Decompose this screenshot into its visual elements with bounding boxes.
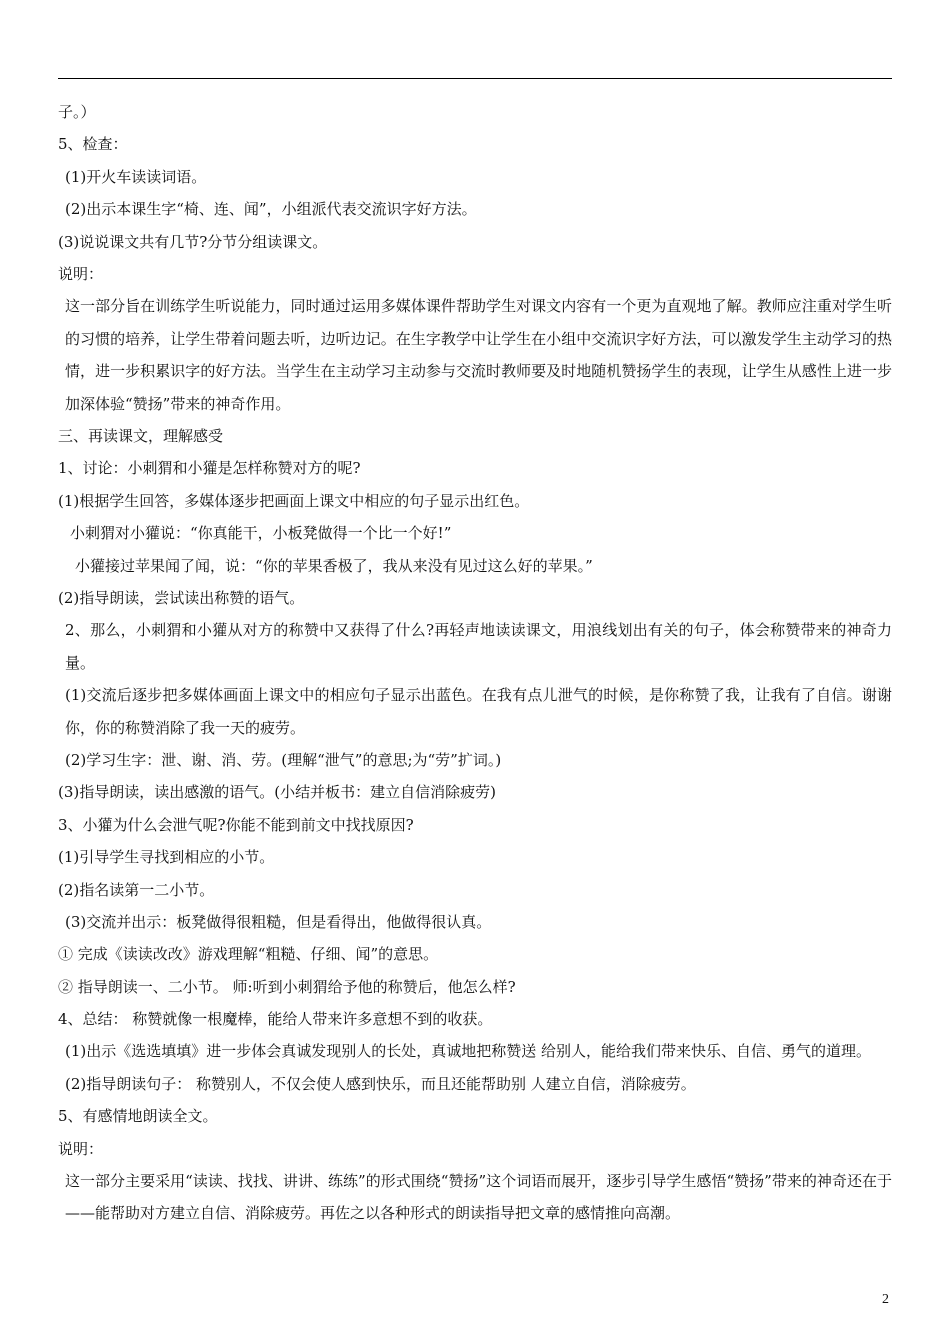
text-paragraph: (1)交流后逐步把多媒体画面上课文中的相应句子显示出蓝色。在我有点儿泄气的时候，是你称赞了我，让我有了自信。谢谢你，你的称赞消除了我一天的疲劳。: [65, 686, 892, 737]
header-rule: [58, 78, 892, 79]
section-heading: 三、再读课文，理解感受: [58, 426, 224, 445]
text-line: (2)指导朗读句子： 称赞别人，不仅会使人感到快乐，而且还能帮助别 人建立自信，消除疲劳。: [65, 1074, 696, 1093]
text-line: (2)指名读第一二小节。: [58, 880, 215, 899]
note-label: 说明：: [58, 1139, 104, 1158]
text-line: 子。）: [58, 103, 96, 121]
document-body: [58, 96, 892, 1230]
step-heading: 1、讨论：小刺猬和小獾是怎样称赞对方的呢?: [58, 459, 361, 478]
text-line: (1)引导学生寻找到相应的小节。: [58, 848, 275, 867]
text-line: (1)根据学生回答，多媒体逐步把画面上课文中相应的句子显示出红色。: [58, 491, 530, 510]
page-number: 2: [882, 1292, 889, 1307]
text-line: (2)学习生字：泄、谢、消、劳。(理解“泄气”的意思;为“劳”扩词。): [65, 750, 502, 769]
step-heading: 5、有感情地朗读全文。: [58, 1107, 218, 1126]
step-paragraph: 2、那么，小刺猬和小獾从对方的称赞中又获得了什么?再轻声地读读课文，用浪线划出有关的句子，体会称赞带来的神奇力量。: [65, 621, 892, 672]
text-line: (1)开火车读读词语。: [65, 167, 207, 186]
text-paragraph: (1)出示《选选填填》进一步体会真诚发现别人的长处，真诚地把称赞送 给别人，能给我们带来快乐、自信、勇气的道理。: [65, 1042, 872, 1061]
note-label: 说明：: [58, 264, 104, 283]
quote-line: 小獾接过苹果闻了闻，说：“你的苹果香极了，我从来没有见过这么好的苹果。”: [75, 556, 593, 575]
text-line: (3)交流并出示：板凳做得很粗糙，但是看得出，他做得很认真。: [65, 912, 492, 931]
text-line: (2)指导朗读，尝试读出称赞的语气。: [58, 588, 305, 607]
text-line: (2)出示本课生字“椅、连、闻”，小组派代表交流识字好方法。: [65, 200, 477, 219]
step-heading: 3、小獾为什么会泄气呢?你能不能到前文中找找原因?: [58, 815, 414, 834]
text-line: ② 指导朗读一、二小节。 师:听到小刺猬给予他的称赞后，他怎么样?: [58, 977, 516, 996]
quote-line: 小刺猬对小獾说：“你真能干，小板凳做得一个比一个好!”: [70, 524, 452, 543]
text-line: (3)说说课文共有几节?分节分组读课文。: [58, 232, 328, 251]
text-line: (3)指导朗读，读出感激的语气。(小结并板书：建立自信消除疲劳): [58, 783, 496, 802]
explanation-paragraph: 这一部分主要采用“读读、找找、讲讲、练练”的形式围绕“赞扬”这个词语而展开，逐步引导学生感悟“赞扬”带来的神奇还在于——能帮助对方建立自信、消除疲劳。再佐之以各种形式的朗读指导把文章的感情推向高潮。: [65, 1172, 892, 1223]
step-heading: 4、总结： 称赞就像一根魔棒，能给人带来许多意想不到的收获。: [58, 1010, 493, 1029]
text-line: ① 完成《读读改改》游戏理解“粗糙、仔细、闻”的意思。: [58, 945, 439, 964]
explanation-paragraph: 这一部分旨在训练学生听说能力，同时通过运用多媒体课件帮助学生对课文内容有一个更为直观地了解。教师应注重对学生听的习惯的培养，让学生带着问题去听，边听边记。在生字教学中让学生在小组中交流识字好方法，可以激发学生主动学习的热情，进一步积累识字的好方法。当学生在主动学习主动参与交流时教师要及时地随机赞扬学生的表现，让学生从感性上进一步加深体验“赞扬”带来的神奇作用。: [65, 297, 892, 413]
step-heading: 5、检查：: [58, 135, 128, 154]
